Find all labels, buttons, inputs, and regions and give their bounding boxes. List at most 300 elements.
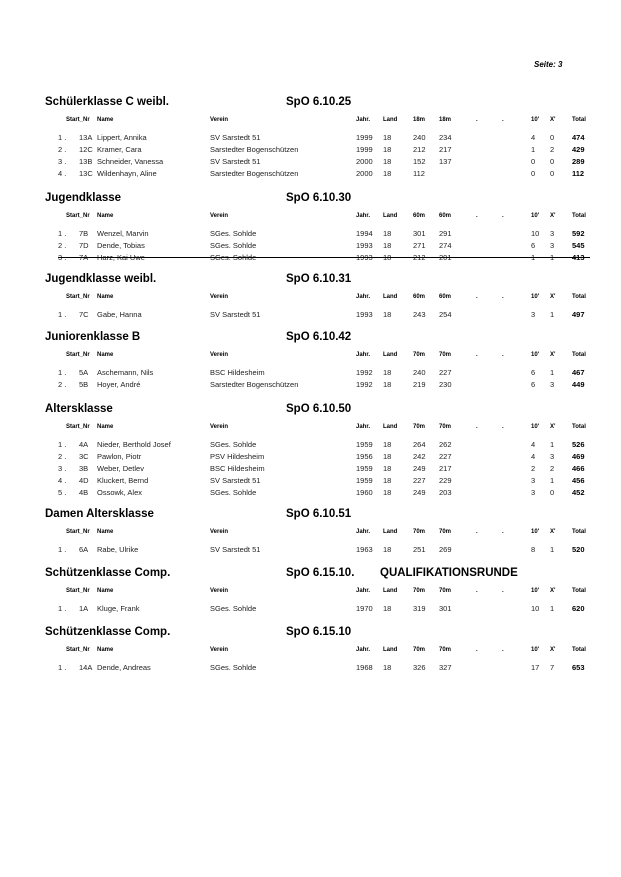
cell-rank: 1 . bbox=[58, 440, 67, 449]
cell-land: 18 bbox=[383, 253, 392, 262]
col-start-nr: Start_Nr bbox=[66, 647, 90, 653]
cell-distance-2: 217 bbox=[439, 464, 452, 473]
cell-distance-2: 234 bbox=[439, 133, 452, 142]
cell-distance-2: 269 bbox=[439, 545, 452, 554]
col-distance-1: 70m bbox=[413, 588, 426, 594]
col-verein: Verein bbox=[210, 352, 229, 358]
cell-land: 18 bbox=[383, 604, 392, 613]
cell-verein: SGes. Sohlde bbox=[210, 241, 257, 250]
cell-distance-2: 274 bbox=[439, 241, 452, 250]
section-code: SpO 6.10.42 bbox=[286, 331, 352, 343]
cell-start-nr: 13C bbox=[79, 169, 93, 178]
cell-tens: 3 bbox=[531, 476, 536, 485]
cell-land: 18 bbox=[383, 133, 392, 142]
col-jahr: Jahr. bbox=[356, 117, 371, 123]
cell-rank: 1 . bbox=[58, 663, 67, 672]
cell-jahr: 1999 bbox=[356, 133, 373, 142]
cell-name: Kluckert, Bernd bbox=[97, 476, 149, 485]
cell-verein: SGes. Sohlde bbox=[210, 440, 257, 449]
cell-name: Aschemann, Nils bbox=[97, 368, 154, 377]
section-title: Juniorenklasse B bbox=[45, 331, 141, 343]
cell-start-nr: 13B bbox=[79, 157, 93, 166]
col-distance-1: 70m bbox=[413, 352, 426, 358]
cell-start-nr: 5A bbox=[79, 368, 89, 377]
section-title: Schülerklasse C weibl. bbox=[45, 96, 170, 108]
cell-start-nr: 12C bbox=[79, 145, 93, 154]
section-code: SpO 6.10.30 bbox=[286, 192, 352, 204]
col-verein: Verein bbox=[210, 424, 229, 430]
cell-jahr: 1960 bbox=[356, 488, 373, 497]
cell-start-nr: 7C bbox=[79, 310, 89, 319]
col-empty-1: . bbox=[476, 213, 478, 219]
col-land: Land bbox=[383, 588, 398, 594]
cell-x: 1 bbox=[550, 604, 555, 613]
cell-total: 289 bbox=[572, 157, 585, 166]
cell-total: 452 bbox=[572, 488, 585, 497]
col-distance-2: 70m bbox=[439, 529, 452, 535]
col-total: Total bbox=[572, 424, 586, 430]
cell-total: 466 bbox=[572, 464, 585, 473]
cell-x: 0 bbox=[550, 169, 555, 178]
cell-distance-1: 264 bbox=[413, 440, 426, 449]
col-total: Total bbox=[572, 647, 586, 653]
col-distance-2: 18m bbox=[439, 117, 452, 123]
col-name: Name bbox=[97, 352, 114, 358]
cell-land: 18 bbox=[383, 440, 392, 449]
cell-verein: SGes. Sohlde bbox=[210, 253, 257, 262]
col-land: Land bbox=[383, 213, 398, 219]
cell-distance-1: 219 bbox=[413, 380, 426, 389]
cell-start-nr: 4D bbox=[79, 476, 89, 485]
col-distance-2: 70m bbox=[439, 352, 452, 358]
table-header bbox=[0, 213, 621, 223]
cell-jahr: 2000 bbox=[356, 157, 373, 166]
cell-distance-2: 137 bbox=[439, 157, 452, 166]
cell-verein: BSC Hildesheim bbox=[210, 368, 265, 377]
col-tens: 10' bbox=[531, 117, 540, 123]
cell-start-nr: 3B bbox=[79, 464, 89, 473]
cell-start-nr: 7D bbox=[79, 241, 89, 250]
cell-tens: 4 bbox=[531, 133, 536, 142]
col-tens: 10' bbox=[531, 424, 540, 430]
cell-x: 1 bbox=[550, 310, 555, 319]
table-row bbox=[0, 133, 621, 143]
cell-jahr: 1956 bbox=[356, 452, 373, 461]
cell-start-nr: 13A bbox=[79, 133, 93, 142]
cell-distance-1: 242 bbox=[413, 452, 426, 461]
col-start-nr: Start_Nr bbox=[66, 588, 90, 594]
cell-name: Rabe, Ulrike bbox=[97, 545, 139, 554]
col-jahr: Jahr. bbox=[356, 352, 371, 358]
section-code: SpO 6.15.10 bbox=[286, 626, 352, 638]
col-start-nr: Start_Nr bbox=[66, 352, 90, 358]
col-start-nr: Start_Nr bbox=[66, 294, 90, 300]
cell-rank: 1 . bbox=[58, 229, 67, 238]
section-code: SpO 6.10.25 bbox=[286, 96, 352, 108]
table-header bbox=[0, 352, 621, 362]
table-header bbox=[0, 117, 621, 127]
cell-tens: 6 bbox=[531, 380, 536, 389]
col-x: X' bbox=[550, 352, 556, 358]
cell-x: 2 bbox=[550, 145, 555, 154]
cell-name: Kramer, Cara bbox=[97, 145, 142, 154]
cell-distance-2: 203 bbox=[439, 488, 452, 497]
col-jahr: Jahr. bbox=[356, 647, 371, 653]
cell-jahr: 1992 bbox=[356, 380, 373, 389]
cell-verein: SV Sarstedt 51 bbox=[210, 310, 261, 319]
cell-distance-1: 243 bbox=[413, 310, 426, 319]
cell-land: 18 bbox=[383, 488, 392, 497]
col-land: Land bbox=[383, 117, 398, 123]
cell-distance-1: 112 bbox=[413, 169, 425, 178]
cell-land: 18 bbox=[383, 145, 392, 154]
col-empty-2: . bbox=[502, 529, 504, 535]
cell-total: 497 bbox=[572, 310, 585, 319]
cell-rank: 1 . bbox=[58, 604, 67, 613]
col-start-nr: Start_Nr bbox=[66, 213, 90, 219]
cell-total: 469 bbox=[572, 452, 585, 461]
cell-distance-2: 301 bbox=[439, 604, 452, 613]
cell-name: Harz, Kai Uwe bbox=[97, 253, 145, 262]
cell-distance-2: 201 bbox=[439, 253, 452, 262]
section-title: Schützenklasse Comp. bbox=[45, 626, 171, 638]
cell-jahr: 1994 bbox=[356, 229, 373, 238]
cell-x: 0 bbox=[550, 488, 555, 497]
cell-distance-1: 152 bbox=[413, 157, 426, 166]
table-row bbox=[0, 452, 621, 462]
cell-distance-1: 240 bbox=[413, 368, 426, 377]
cell-verein: BSC Hildesheim bbox=[210, 464, 265, 473]
col-tens: 10' bbox=[531, 352, 540, 358]
cell-rank: 3 . bbox=[58, 464, 67, 473]
cell-tens: 4 bbox=[531, 440, 536, 449]
cell-rank: 2 . bbox=[58, 241, 67, 250]
cell-total: 474 bbox=[572, 133, 585, 142]
cell-distance-1: 249 bbox=[413, 488, 426, 497]
cell-distance-2: 229 bbox=[439, 476, 452, 485]
cell-x: 3 bbox=[550, 380, 555, 389]
cell-name: Weber, Detlev bbox=[97, 464, 144, 473]
section-code: SpO 6.10.31 bbox=[286, 273, 352, 285]
cell-tens: 3 bbox=[531, 488, 536, 497]
table-row bbox=[0, 476, 621, 486]
cell-tens: 1 bbox=[531, 145, 536, 154]
col-empty-2: . bbox=[502, 424, 504, 430]
col-empty-2: . bbox=[502, 588, 504, 594]
table-row bbox=[0, 380, 621, 390]
cell-name: Pawlon, Piotr bbox=[97, 452, 142, 461]
col-tens: 10' bbox=[531, 529, 540, 535]
cell-distance-1: 212 bbox=[413, 145, 426, 154]
cell-land: 18 bbox=[383, 169, 392, 178]
section-title: Jugendklasse weibl. bbox=[45, 273, 157, 285]
cell-tens: 3 bbox=[531, 310, 536, 319]
cell-distance-1: 319 bbox=[413, 604, 426, 613]
cell-x: 1 bbox=[550, 253, 555, 262]
col-x: X' bbox=[550, 647, 556, 653]
section-title: Altersklasse bbox=[45, 403, 113, 415]
col-distance-2: 70m bbox=[439, 647, 452, 653]
table-row bbox=[0, 157, 621, 167]
cell-distance-1: 212 bbox=[413, 253, 426, 262]
cell-total: 620 bbox=[572, 604, 585, 613]
col-distance-1: 70m bbox=[413, 529, 426, 535]
col-empty-1: . bbox=[476, 529, 478, 535]
cell-distance-2: 227 bbox=[439, 368, 452, 377]
cell-total: 429 bbox=[572, 145, 585, 154]
col-name: Name bbox=[97, 647, 114, 653]
table-row bbox=[0, 663, 621, 673]
col-distance-2: 70m bbox=[439, 588, 452, 594]
cell-x: 3 bbox=[550, 241, 555, 250]
cell-x: 1 bbox=[550, 368, 555, 377]
col-empty-2: . bbox=[502, 294, 504, 300]
table-header bbox=[0, 588, 621, 598]
cell-distance-2: 327 bbox=[439, 663, 452, 672]
col-land: Land bbox=[383, 424, 398, 430]
cell-rank: 3 . bbox=[58, 157, 67, 166]
col-jahr: Jahr. bbox=[356, 529, 371, 535]
cell-verein: SV Sarstedt 51 bbox=[210, 133, 261, 142]
cell-tens: 10 bbox=[531, 229, 540, 238]
cell-verein: SGes. Sohlde bbox=[210, 488, 257, 497]
cell-total: 520 bbox=[572, 545, 585, 554]
cell-name: Wildenhayn, Aline bbox=[97, 169, 157, 178]
cell-x: 0 bbox=[550, 157, 555, 166]
col-empty-2: . bbox=[502, 117, 504, 123]
col-land: Land bbox=[383, 352, 398, 358]
cell-jahr: 2000 bbox=[356, 169, 373, 178]
col-distance-2: 60m bbox=[439, 294, 452, 300]
cell-name: Nieder, Berthold Josef bbox=[97, 440, 171, 449]
cell-distance-1: 301 bbox=[413, 229, 426, 238]
cell-tens: 0 bbox=[531, 169, 536, 178]
cell-verein: SGes. Sohlde bbox=[210, 604, 257, 613]
col-total: Total bbox=[572, 213, 586, 219]
table-row bbox=[0, 464, 621, 474]
col-empty-1: . bbox=[476, 588, 478, 594]
cell-rank: 3 . bbox=[58, 253, 67, 262]
cell-name: Hoyer, André bbox=[97, 380, 141, 389]
cell-distance-1: 326 bbox=[413, 663, 426, 672]
col-empty-2: . bbox=[502, 647, 504, 653]
cell-verein: Sarstedter Bogenschützen bbox=[210, 145, 299, 154]
cell-start-nr: 3C bbox=[79, 452, 89, 461]
cell-start-nr: 4A bbox=[79, 440, 89, 449]
col-name: Name bbox=[97, 213, 114, 219]
cell-rank: 2 . bbox=[58, 380, 67, 389]
col-total: Total bbox=[572, 588, 586, 594]
cell-name: Kluge, Frank bbox=[97, 604, 140, 613]
col-x: X' bbox=[550, 117, 556, 123]
col-empty-2: . bbox=[502, 352, 504, 358]
table-row bbox=[0, 604, 621, 614]
cell-tens: 17 bbox=[531, 663, 540, 672]
cell-start-nr: 1A bbox=[79, 604, 89, 613]
cell-distance-1: 251 bbox=[413, 545, 426, 554]
cell-name: Wenzel, Marvin bbox=[97, 229, 149, 238]
table-header bbox=[0, 424, 621, 434]
cell-verein: SV Sarstedt 51 bbox=[210, 157, 261, 166]
cell-jahr: 1963 bbox=[356, 545, 373, 554]
col-empty-1: . bbox=[476, 647, 478, 653]
cell-tens: 0 bbox=[531, 157, 536, 166]
cell-x: 1 bbox=[550, 440, 555, 449]
cell-tens: 6 bbox=[531, 241, 536, 250]
col-empty-2: . bbox=[502, 213, 504, 219]
cell-start-nr: 7A bbox=[79, 253, 89, 262]
cell-name: Schneider, Vanessa bbox=[97, 157, 164, 166]
cell-distance-1: 227 bbox=[413, 476, 426, 485]
cell-name: Dende, Andreas bbox=[97, 663, 151, 672]
cell-land: 18 bbox=[383, 229, 392, 238]
col-name: Name bbox=[97, 117, 114, 123]
col-land: Land bbox=[383, 647, 398, 653]
cell-verein: Sarstedter Bogenschützen bbox=[210, 380, 299, 389]
cell-x: 1 bbox=[550, 545, 555, 554]
col-x: X' bbox=[550, 588, 556, 594]
col-distance-2: 60m bbox=[439, 213, 452, 219]
cell-total: 653 bbox=[572, 663, 585, 672]
table-header bbox=[0, 647, 621, 657]
cell-land: 18 bbox=[383, 452, 392, 461]
col-tens: 10' bbox=[531, 294, 540, 300]
strikethrough-line bbox=[58, 257, 590, 258]
col-verein: Verein bbox=[210, 588, 229, 594]
col-verein: Verein bbox=[210, 529, 229, 535]
cell-distance-2: 262 bbox=[439, 440, 452, 449]
cell-land: 18 bbox=[383, 476, 392, 485]
cell-rank: 4 . bbox=[58, 476, 67, 485]
cell-jahr: 1992 bbox=[356, 368, 373, 377]
cell-total: 592 bbox=[572, 229, 585, 238]
cell-jahr: 1993 bbox=[356, 253, 373, 262]
cell-land: 18 bbox=[383, 310, 392, 319]
cell-rank: 2 . bbox=[58, 145, 67, 154]
col-jahr: Jahr. bbox=[356, 213, 371, 219]
col-x: X' bbox=[550, 424, 556, 430]
col-verein: Verein bbox=[210, 117, 229, 123]
col-x: X' bbox=[550, 294, 556, 300]
col-total: Total bbox=[572, 352, 586, 358]
cell-jahr: 1959 bbox=[356, 476, 373, 485]
col-distance-1: 60m bbox=[413, 294, 426, 300]
cell-total: 526 bbox=[572, 440, 585, 449]
cell-tens: 4 bbox=[531, 452, 536, 461]
cell-distance-2: 254 bbox=[439, 310, 452, 319]
cell-jahr: 1993 bbox=[356, 241, 373, 250]
cell-land: 18 bbox=[383, 157, 392, 166]
cell-start-nr: 7B bbox=[79, 229, 89, 238]
section-code: SpO 6.10.50 bbox=[286, 403, 352, 415]
col-jahr: Jahr. bbox=[356, 294, 371, 300]
cell-verein: SGes. Sohlde bbox=[210, 229, 257, 238]
col-distance-1: 18m bbox=[413, 117, 426, 123]
cell-verein: Sarstedter Bogenschützen bbox=[210, 169, 299, 178]
cell-total: 545 bbox=[572, 241, 585, 250]
cell-rank: 2 . bbox=[58, 452, 67, 461]
cell-total: 449 bbox=[572, 380, 585, 389]
col-total: Total bbox=[572, 294, 586, 300]
cell-distance-2: 217 bbox=[439, 145, 452, 154]
cell-land: 18 bbox=[383, 380, 392, 389]
col-start-nr: Start_Nr bbox=[66, 529, 90, 535]
cell-distance-1: 249 bbox=[413, 464, 426, 473]
cell-x: 0 bbox=[550, 133, 555, 142]
col-x: X' bbox=[550, 213, 556, 219]
cell-jahr: 1959 bbox=[356, 464, 373, 473]
table-header bbox=[0, 529, 621, 539]
col-land: Land bbox=[383, 529, 398, 535]
section-code: SpO 6.15.10. bbox=[286, 567, 355, 579]
cell-tens: 2 bbox=[531, 464, 536, 473]
cell-rank: 1 . bbox=[58, 310, 67, 319]
col-distance-1: 70m bbox=[413, 424, 426, 430]
cell-jahr: 1993 bbox=[356, 310, 373, 319]
cell-distance-2: 230 bbox=[439, 380, 452, 389]
cell-tens: 10 bbox=[531, 604, 540, 613]
cell-start-nr: 6A bbox=[79, 545, 89, 554]
cell-total: 456 bbox=[572, 476, 585, 485]
cell-land: 18 bbox=[383, 368, 392, 377]
col-distance-2: 70m bbox=[439, 424, 452, 430]
cell-total: 467 bbox=[572, 368, 585, 377]
col-land: Land bbox=[383, 294, 398, 300]
col-total: Total bbox=[572, 529, 586, 535]
table-row bbox=[0, 310, 621, 320]
col-start-nr: Start_Nr bbox=[66, 424, 90, 430]
col-empty-1: . bbox=[476, 294, 478, 300]
col-name: Name bbox=[97, 529, 114, 535]
col-empty-1: . bbox=[476, 352, 478, 358]
col-tens: 10' bbox=[531, 588, 540, 594]
col-tens: 10' bbox=[531, 213, 540, 219]
table-row bbox=[0, 488, 621, 498]
table-row bbox=[0, 368, 621, 378]
cell-x: 7 bbox=[550, 663, 555, 672]
col-distance-1: 60m bbox=[413, 213, 426, 219]
col-name: Name bbox=[97, 424, 114, 430]
cell-name: Gabe, Hanna bbox=[97, 310, 142, 319]
cell-jahr: 1968 bbox=[356, 663, 373, 672]
cell-jahr: 1959 bbox=[356, 440, 373, 449]
cell-jahr: 1970 bbox=[356, 604, 373, 613]
cell-rank: 5 . bbox=[58, 488, 67, 497]
section-title: Schützenklasse Comp. bbox=[45, 567, 171, 579]
col-total: Total bbox=[572, 117, 586, 123]
cell-land: 18 bbox=[383, 241, 392, 250]
col-name: Name bbox=[97, 588, 114, 594]
cell-name: Lippert, Annika bbox=[97, 133, 147, 142]
col-verein: Verein bbox=[210, 213, 229, 219]
cell-x: 3 bbox=[550, 452, 555, 461]
section-round-label: QUALIFIKATIONSRUNDE bbox=[380, 567, 518, 579]
cell-x: 2 bbox=[550, 464, 555, 473]
col-name: Name bbox=[97, 294, 114, 300]
page-number: Seite: 3 bbox=[534, 60, 563, 69]
cell-total: 413 bbox=[572, 253, 585, 262]
cell-distance-2: 291 bbox=[439, 229, 452, 238]
cell-start-nr: 5B bbox=[79, 380, 89, 389]
cell-rank: 1 . bbox=[58, 133, 67, 142]
col-x: X' bbox=[550, 529, 556, 535]
col-empty-1: . bbox=[476, 424, 478, 430]
cell-name: Ossowk, Alex bbox=[97, 488, 143, 497]
cell-rank: 1 . bbox=[58, 545, 67, 554]
cell-rank: 4 . bbox=[58, 169, 67, 178]
table-row bbox=[0, 229, 621, 239]
table-row bbox=[0, 545, 621, 555]
